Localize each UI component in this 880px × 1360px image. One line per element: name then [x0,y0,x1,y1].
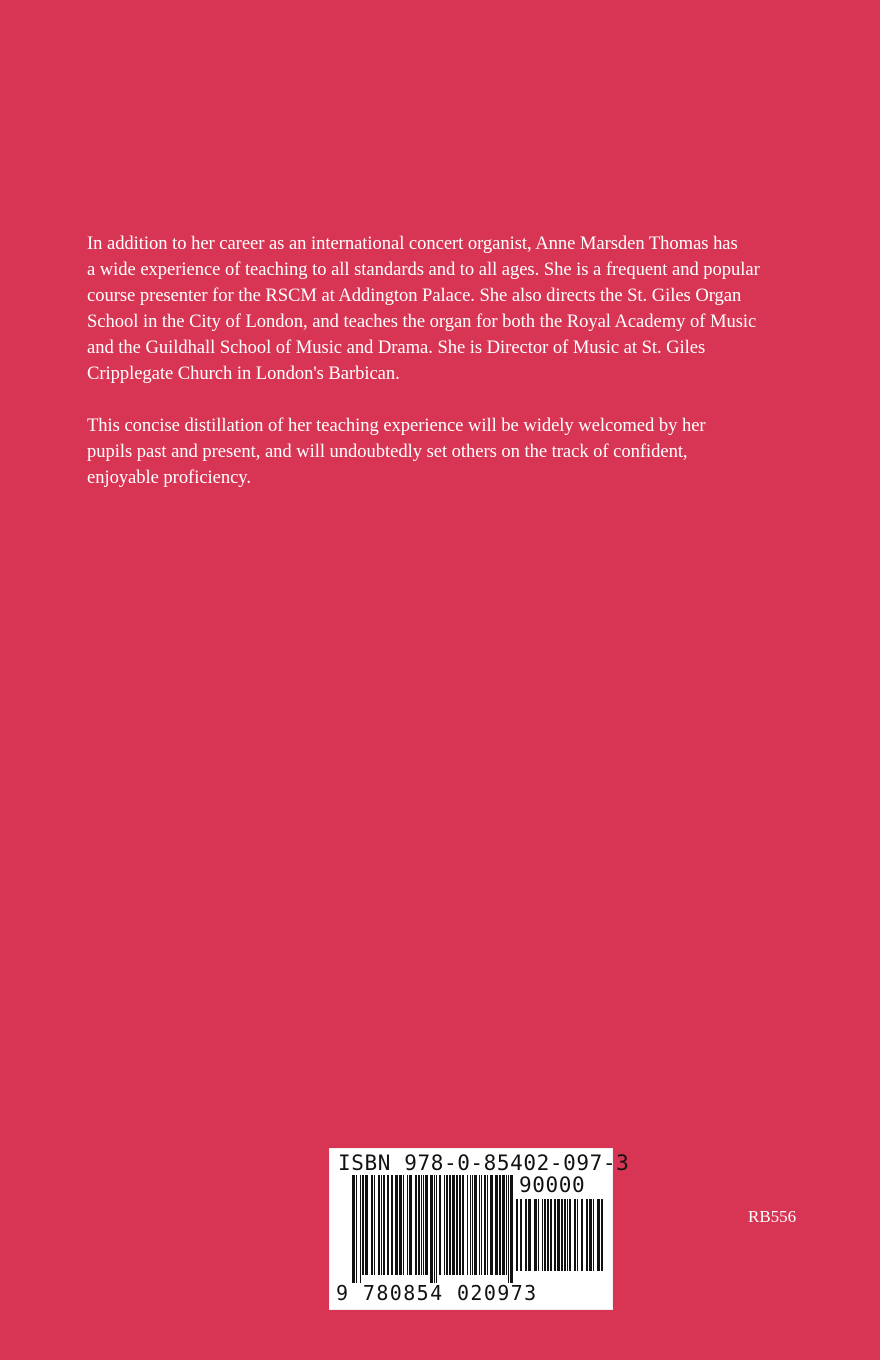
barcode-bar [452,1175,455,1275]
barcode-bar [481,1175,482,1275]
isbn-label: ISBN 978-0-85402-097-3 [338,1151,630,1175]
barcode-bar [525,1199,527,1271]
barcode-bar [479,1175,480,1275]
barcode-bar [378,1175,380,1275]
barcode-bar [459,1175,461,1275]
barcode-bar [415,1175,417,1275]
barcode-bar [421,1175,422,1275]
barcode-bar [449,1175,451,1275]
price-code: 90000 [519,1173,586,1197]
barcode-bar [544,1199,546,1271]
barcode-bar [516,1199,518,1271]
barcode-bar [430,1175,433,1283]
text-line: Cripplegate Church in London's Barbican. [87,363,400,384]
barcode-bar [542,1199,543,1271]
barcode-bar [520,1199,522,1271]
barcode-bar [365,1175,368,1275]
barcode-bar [564,1199,566,1271]
barcode-bar [547,1199,549,1271]
barcode-bar [395,1175,398,1275]
barcode-bar [409,1175,412,1275]
barcode-bar [554,1199,556,1271]
barcode-bar [487,1175,488,1275]
barcode-bar [467,1175,468,1275]
barcode-bar [593,1199,594,1271]
barcode-bar [418,1175,420,1275]
barcode-bar [371,1175,373,1275]
barcode-bar [462,1175,464,1275]
barcode-bar [456,1175,458,1275]
barcode-bar [557,1199,560,1271]
text-line: This concise distillation of her teaching experience will be widely welcomed by her [87,415,706,436]
barcode-bar [352,1175,355,1283]
barcode-bar [490,1175,493,1275]
ean-digits: 9 780854 020973 [336,1281,538,1305]
barcode-bar [403,1175,404,1275]
barcode-bar [381,1175,382,1275]
barcode-bar [586,1199,588,1271]
barcode-bar [601,1199,603,1271]
barcode-bar [362,1175,364,1275]
text-line: School in the City of London, and teaches the organ for both the Royal Academy of Music [87,311,757,332]
paragraph-author-bio [87,231,807,387]
barcode-bar [356,1175,357,1283]
barcode-bar [574,1199,576,1271]
barcode-bar [508,1175,509,1283]
barcode-bar [538,1199,539,1271]
barcode-bar [425,1175,428,1275]
barcode-bar [569,1199,571,1271]
text-line: a wide experience of teaching to all standards and to all ages. She is a frequent and popular [87,259,760,280]
barcode-bar [499,1175,501,1275]
catalog-number: RB556 [748,1207,797,1226]
barcode-bar [474,1175,477,1275]
text-line: In addition to her career as an international concert organist, Anne Marsden Thomas has [87,233,738,254]
barcode-bar [446,1175,448,1275]
barcode-bar [577,1199,578,1271]
barcode-bar [434,1175,435,1283]
description-blurb [87,231,807,517]
isbn-barcode [330,1149,630,1309]
barcode-bar [399,1175,402,1275]
paragraph-book-summary [87,413,807,491]
barcode-bar [383,1175,385,1275]
barcode-bar [439,1175,441,1275]
barcode-bar [472,1175,473,1275]
barcode-bar [444,1175,445,1275]
barcode-bar [470,1175,471,1275]
barcode-bar [387,1175,389,1275]
barcode-bar [407,1175,408,1275]
barcode-bar [484,1175,486,1275]
barcode-bar [550,1199,552,1271]
barcode-bar [391,1175,393,1275]
text-line: pupils past and present, and will undoubtedly set others on the track of confident, [87,441,688,462]
addon-bars [516,1199,604,1281]
ean-bars [352,1175,514,1285]
barcode-bar [506,1175,507,1275]
barcode-bar [561,1199,563,1271]
text-line: and the Guildhall School of Music and Drama. She is Director of Music at St. Giles [87,337,706,358]
barcode-bar [502,1175,505,1275]
barcode-bar [423,1175,424,1275]
barcode-bar [581,1199,583,1271]
barcode-bar [360,1175,361,1283]
barcode-bar [567,1199,568,1271]
text-line: enjoyable proficiency. [87,467,251,488]
barcode-bar [534,1199,537,1271]
barcode-bar [510,1175,513,1283]
text-line: course presenter for the RSCM at Addington Palace. She also directs the St. Giles Organ [87,285,742,306]
barcode-bar [495,1175,498,1275]
barcode-bar [528,1199,531,1271]
barcode-bar [374,1175,375,1275]
barcode-bar [436,1175,437,1283]
barcode-bar [589,1199,592,1271]
barcode-bar [597,1199,600,1271]
